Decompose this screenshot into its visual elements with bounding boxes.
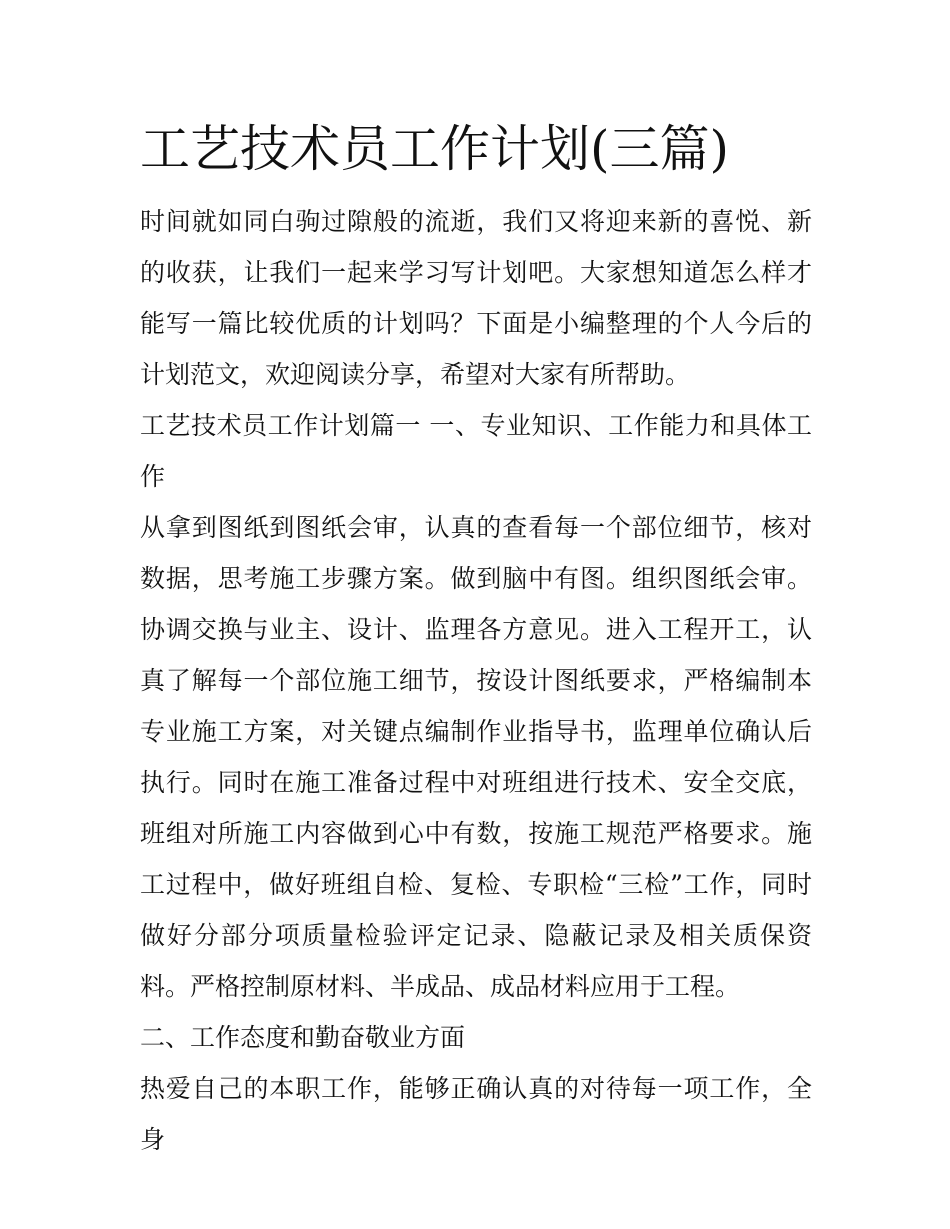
- paragraph-intro: 时间就如同白驹过隙般的流逝，我们又将迎来新的喜悦、新的收获，让我们一起来学习写计划吧。大家想知道怎么样才能写一篇比较优质的计划吗？下面是小编整理的个人今后的计划范文，欢迎阅读分享，希望对大家有所帮助。: [140, 207, 812, 389]
- document-body: [140, 118, 812, 1165]
- paragraph-work-ability: 从拿到图纸到图纸会审，认真的查看每一个部位细节，核对数据，思考施工步骤方案。做到脑中有图。组织图纸会审。协调交换与业主、设计、监理各方意见。进入工程开工，认真了解每一个部位施工细节，按设计图纸要求，严格编制本专业施工方案，对关键点编制作业指导书，监理单位确认后执行。同时在施工准备过程中对班组进行技术、安全交底，班组对所施工内容做到心中有数，按施工规范严格要求。施工过程中，做好班组自检、复检、专职检“三检”工作，同时做好分部分项质量检验评定记录、隐蔽记录及相关质保资料。严格控制原材料、半成品、成品材料应用于工程。: [140, 513, 812, 1001]
- paragraph-section-one-heading: 工艺技术员工作计划篇一 一、专业知识、工作能力和具体工作: [140, 411, 812, 491]
- paragraph-work-attitude: 热爱自己的本职工作，能够正确认真的对待每一项工作，全身: [140, 1074, 812, 1154]
- paragraph-section-two-heading: 二、工作态度和勤奋敬业方面: [140, 1023, 466, 1052]
- document-title: 工艺技术员工作计划(三篇): [140, 120, 730, 178]
